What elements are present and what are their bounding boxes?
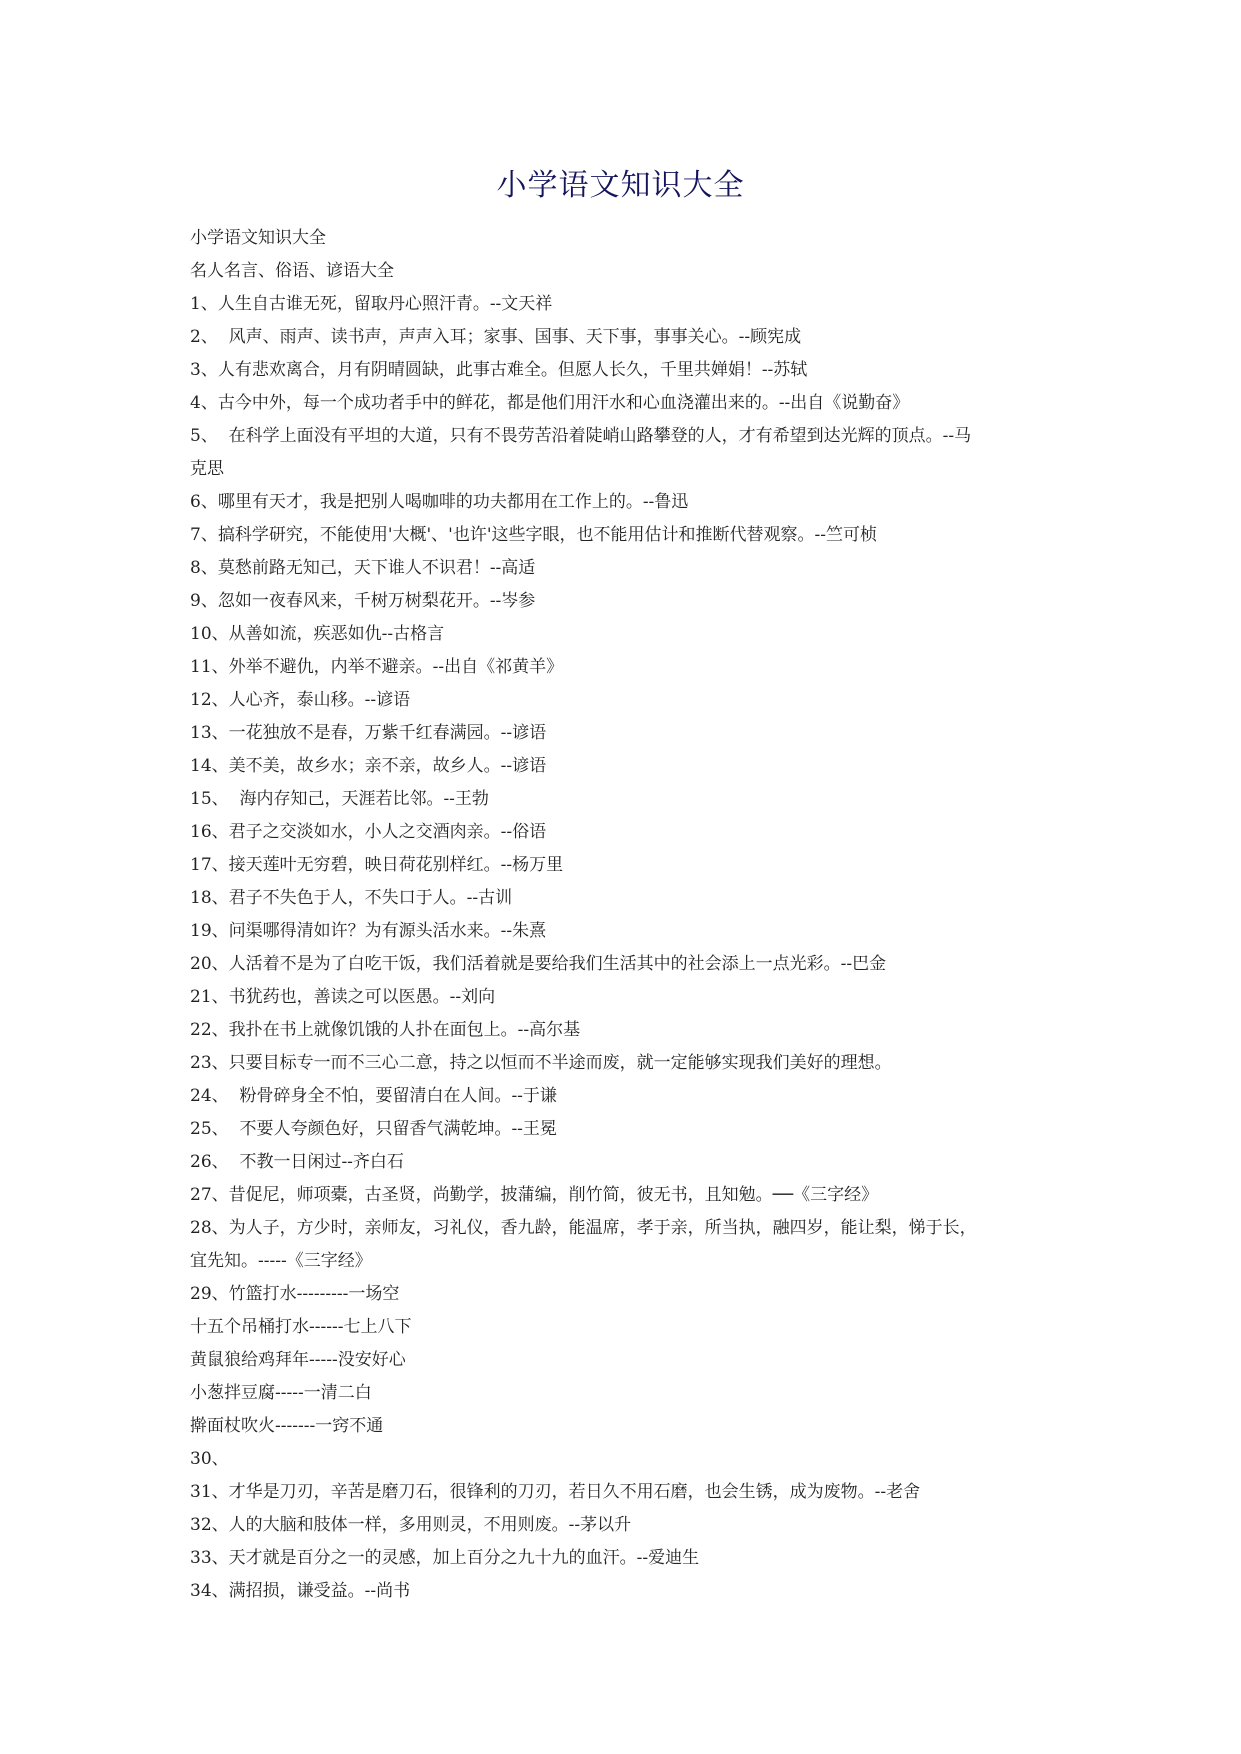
text-line: 宜先知。-----《三字经》	[190, 1251, 372, 1271]
text-line: 21、书犹药也，善读之可以医愚。--刘向	[190, 987, 496, 1007]
text-line: 名人名言、俗语、谚语大全	[190, 261, 394, 281]
text-line: 27、昔促尼，师项橐，古圣贤，尚勤学，披蒲编，削竹简，彼无书，且知勉。──《三字经》	[190, 1185, 879, 1205]
text-line: 33、天才就是百分之一的灵感，加上百分之九十九的血汗。--爱迪生	[190, 1548, 700, 1568]
text-line: 7、搞科学研究，不能使用'大概'、'也许'这些字眼，也不能用估计和推断代替观察。--竺可桢	[190, 525, 877, 545]
text-line: 26、 不教一日闲过--齐白石	[190, 1152, 404, 1172]
text-line: 4、古今中外，每一个成功者手中的鲜花，都是他们用汗水和心血浇灌出来的。--出自《说勤奋》	[190, 393, 910, 413]
text-line: 5、 在科学上面没有平坦的大道，只有不畏劳苦沿着陡峭山路攀登的人，才有希望到达光辉的顶点。--马	[190, 426, 972, 446]
text-line: 10、从善如流，疾恶如仇--古格言	[190, 624, 445, 644]
text-line: 16、君子之交淡如水，小人之交酒肉亲。--俗语	[190, 822, 547, 842]
text-line: 小学语文知识大全	[190, 228, 326, 248]
text-line: 23、只要目标专一而不三心二意，持之以恒而不半途而废，就一定能够实现我们美好的理想。	[190, 1053, 892, 1073]
text-line: 2、 风声、雨声、读书声，声声入耳；家事、国事、天下事，事事关心。--顾宪成	[190, 327, 802, 347]
text-line: 34、满招损，谦受益。--尚书	[190, 1581, 411, 1601]
text-line: 擀面杖吹火-------一窍不通	[190, 1416, 384, 1436]
text-line: 十五个吊桶打水------七上八下	[190, 1317, 412, 1337]
text-line: 29、竹篮打水---------一场空	[190, 1284, 400, 1304]
text-line: 小葱拌豆腐-----一清二白	[190, 1383, 372, 1403]
document-title: 小学语文知识大全	[496, 168, 745, 203]
text-line: 1、人生自古谁无死，留取丹心照汗青。--文天祥	[190, 294, 553, 314]
text-line: 22、我扑在书上就像饥饿的人扑在面包上。--高尔基	[190, 1020, 581, 1040]
text-line: 3、人有悲欢离合，月有阴晴圆缺，此事古难全。但愿人长久，千里共婵娟！--苏轼	[190, 360, 808, 380]
text-line: 8、莫愁前路无知己，天下谁人不识君！--高适	[190, 558, 536, 578]
text-line: 15、 海内存知己，天涯若比邻。--王勃	[190, 789, 489, 809]
text-line: 17、接天莲叶无穷碧，映日荷花别样红。--杨万里	[190, 855, 564, 875]
text-line: 19、问渠哪得清如许？为有源头活水来。--朱熹	[190, 921, 547, 941]
text-line: 30、	[190, 1449, 229, 1469]
text-line: 28、为人子，方少时，亲师友，习礼仪，香九龄，能温席，孝于亲，所当执，融四岁，能让梨，悌于长，	[190, 1218, 977, 1238]
text-line: 克思	[190, 459, 224, 479]
document-body	[190, 222, 1060, 1608]
text-line: 14、美不美，故乡水；亲不亲，故乡人。--谚语	[190, 756, 547, 776]
text-line: 13、一花独放不是春，万紫千红春满园。--谚语	[190, 723, 547, 743]
text-line: 黄鼠狼给鸡拜年-----没安好心	[190, 1350, 406, 1370]
text-line: 20、人活着不是为了白吃干饭，我们活着就是要给我们生活其中的社会添上一点光彩。--巴金	[190, 954, 887, 974]
text-line: 6、哪里有天才，我是把别人喝咖啡的功夫都用在工作上的。--鲁迅	[190, 492, 689, 512]
text-line: 12、人心齐，泰山移。--谚语	[190, 690, 411, 710]
text-line: 24、 粉骨碎身全不怕，要留清白在人间。--于谦	[190, 1086, 557, 1106]
text-line: 31、才华是刀刃，辛苦是磨刀石，很锋利的刀刃，若日久不用石磨，也会生锈，成为废物。--老舍	[190, 1482, 921, 1502]
text-line: 11、外举不避仇，内举不避亲。--出自《祁黄羊》	[190, 657, 564, 677]
text-line: 32、人的大脑和肢体一样，多用则灵，不用则废。--茅以升	[190, 1515, 632, 1535]
text-line: 18、君子不失色于人，不失口于人。--古训	[190, 888, 513, 908]
text-line: 25、 不要人夸颜色好，只留香气满乾坤。--王冕	[190, 1119, 557, 1139]
text-line: 9、忽如一夜春风来，千树万树梨花开。--岑参	[190, 591, 536, 611]
